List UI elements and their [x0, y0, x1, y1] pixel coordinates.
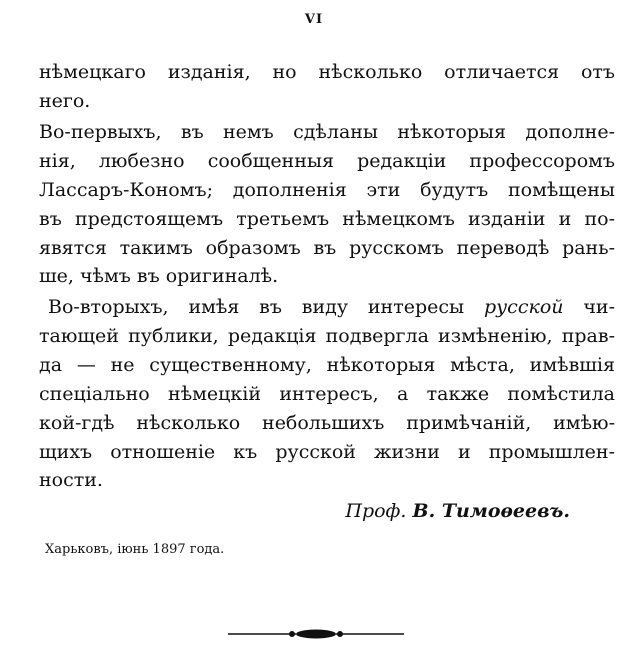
page-number: VI [304, 12, 324, 27]
text-line: кой-гдѣ нѣсколько небольшихъ примѣчаній, имѣю- [39, 412, 615, 434]
text-line: да — не существенному, нѣкоторыя мѣста, имѣвшія [39, 354, 615, 376]
signature-name: В. Тимоѳеевъ. [412, 500, 570, 522]
text-line: ше, чѣмъ въ оригиналѣ. [39, 265, 279, 287]
text-line: спеціально нѣмецкій интересъ, а также помѣстила [39, 383, 615, 405]
signature-title: Проф. [345, 500, 407, 522]
place-date: Харьковъ, іюнь 1897 года. [45, 542, 225, 557]
ornament-divider [226, 626, 406, 642]
text-line [48, 293, 615, 321]
text-line: въ предстоящемъ третьемъ нѣмецкомъ изданіи и по- [39, 208, 615, 230]
text-line: явятся такимъ образомъ въ русскомъ переводѣ рань- [39, 237, 615, 259]
text-line: щихъ отношеніе къ русской жизни и промышлен- [39, 441, 615, 463]
text-segment: чи- [583, 296, 616, 318]
signature [345, 500, 570, 522]
text-line: тающей публики, редакція подвергла измѣненію, прав- [39, 325, 615, 347]
text-line: Лассаръ-Кономъ; дополненія эти будутъ помѣщены [39, 179, 615, 201]
text-line: нія, любезно сообщенныя редакціи профессоромъ [39, 150, 615, 172]
text-segment: Во-вторыхъ, имѣя въ виду интересы [48, 296, 465, 318]
text-line: Во-первыхъ, въ немъ сдѣланы нѣкоторыя дополне- [39, 121, 615, 143]
text-line: него. [39, 90, 91, 112]
emphasis-word: русской [484, 296, 564, 318]
text-line: нѣмецкаго изданія, но нѣсколько отличается отъ [39, 61, 615, 83]
text-line: ности. [39, 469, 103, 491]
